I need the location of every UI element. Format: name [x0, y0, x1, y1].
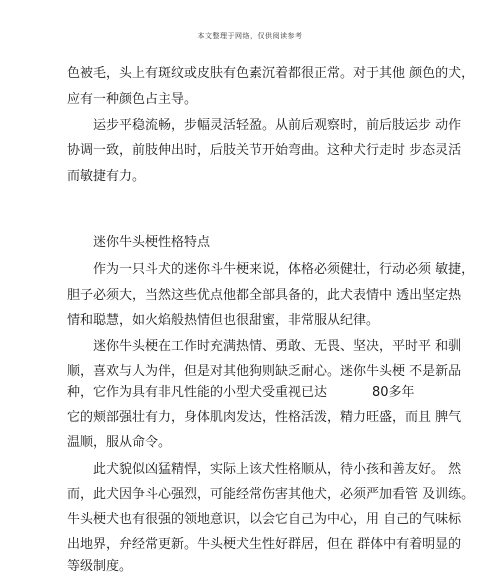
text-line: 应有一种颜色占主导。: [67, 92, 198, 107]
text-line: 80多年: [372, 385, 415, 400]
text-line: 出地界，弁经常更新。牛头梗犬生性好群居，但在 群体中有着明显的: [67, 537, 462, 552]
text-line: 它的颊部强壮有力，身体肌肉发达，性格活泼，精力旺盛，而且 脾气: [67, 410, 462, 425]
text-line: 色被毛，头上有斑纹或皮肤有色素沉着都很正常。对于其他 颜色的犬，: [67, 66, 475, 81]
text-line: 情和聪慧，如火焰般热情但也很甜蜜，非常服从纪律。: [67, 313, 380, 328]
text-line: 此犬貌似凶猛精悍，实际上该犬性格顺从，待小孩和善友好。 然: [93, 462, 462, 477]
text-line: 顺，喜欢与人为伴，但是对其他狗则缺乏耐心。迷你牛头梗 不是新品: [67, 364, 462, 379]
section-heading: 迷你牛头梗性格特点: [93, 235, 211, 250]
text-line: 协调一致，前肢伸出时，后肢关节开始弯曲。这种犬行走时 步态灵活: [67, 143, 462, 158]
text-line: 温顺，服从命令。: [67, 435, 172, 450]
text-line: 迷你牛头梗在工作时充满热情、勇敢、无畏、坚决，平时平 和驯: [93, 339, 462, 354]
text-line: 等级制度。: [67, 559, 133, 574]
page-header-note: 本文整理于网络，仅供阅读参考: [197, 32, 303, 40]
text-line: 而敏捷有力。: [67, 169, 146, 184]
text-line: 种，它作为具有非凡性能的小型犬受重视已达: [67, 385, 328, 400]
text-line: 作为一只斗犬的迷你斗牛梗来说，体格必须健壮，行动必须 敏捷，: [93, 262, 475, 277]
text-line: 胆子必须大，当然这些优点他都全部具备的，此犬表情中 透出坚定热: [67, 288, 462, 303]
text-line: 而，此犬因争斗心强烈，可能经常伤害其他犬，必须严加看管 及训练。: [67, 487, 475, 502]
text-line: 牛头梗犬也有很强的领地意识，以会它自己为中心，用 自己的气味标: [67, 512, 462, 527]
text-line: 运步平稳流畅，步幅灵活轻盈。从前后观察时，前后肢运步 动作: [93, 118, 462, 133]
